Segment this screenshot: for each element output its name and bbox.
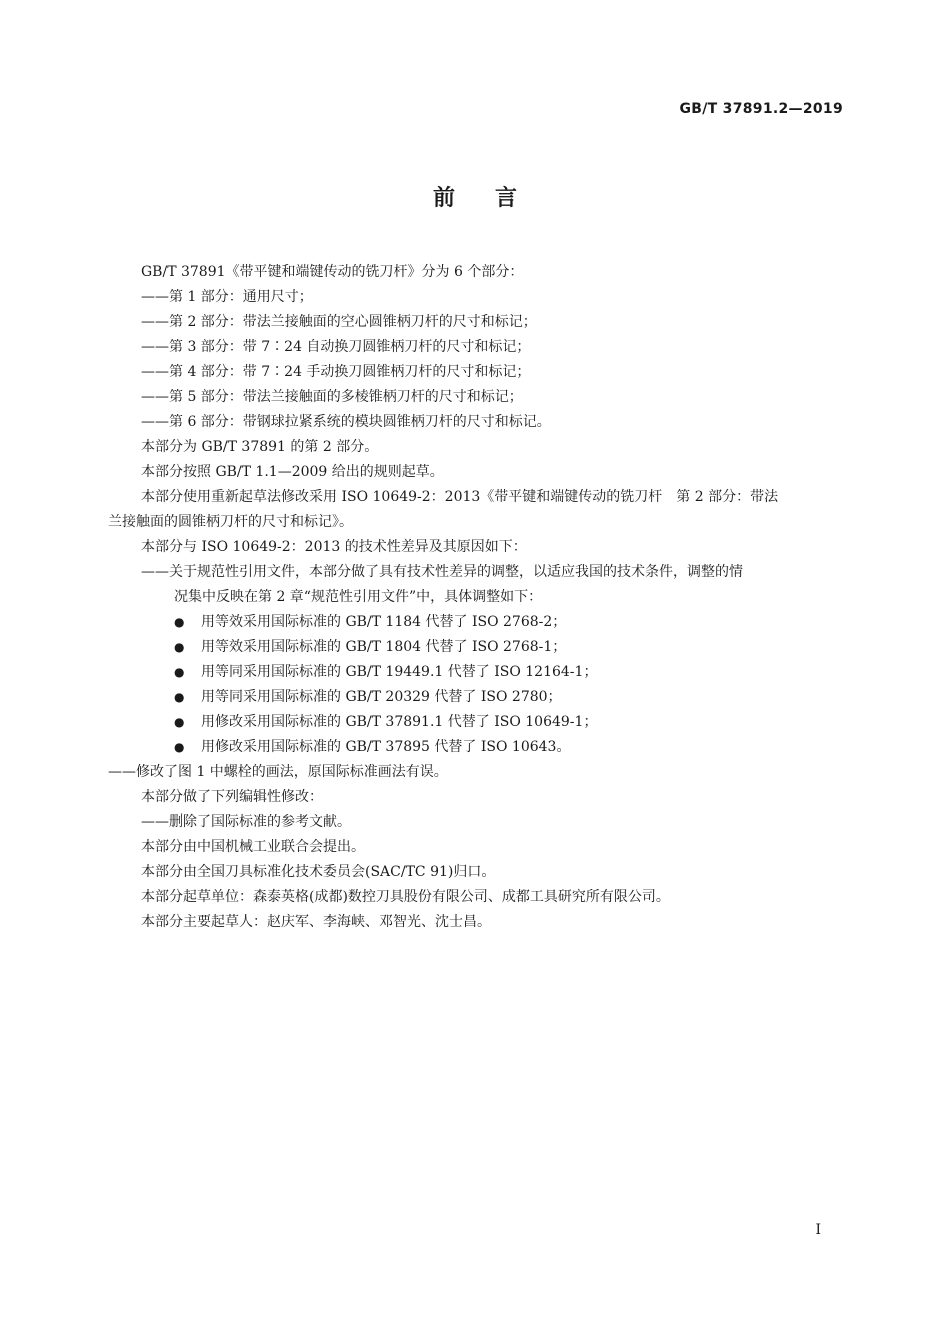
list-item: ——第 4 部分：带 7∶24 手动换刀圆锥柄刀杆的尺寸和标记； bbox=[141, 364, 531, 380]
paragraph: 本部分使用重新起草法修改采用 ISO 10649-2：2013《带平键和端键传动的铣刀杆 第 2 部分：带法 bbox=[141, 489, 779, 505]
bullet-icon: ● bbox=[174, 715, 185, 729]
list-item: ——删除了国际标准的参考文献。 bbox=[141, 814, 351, 830]
bullet-text: 用等同采用国际标准的 GB/T 19449.1 代替了 ISO 12164-1； bbox=[201, 664, 598, 680]
bullet-text: 用修改采用国际标准的 GB/T 37895 代替了 ISO 10643。 bbox=[201, 739, 571, 755]
bullet-item bbox=[108, 635, 844, 660]
paragraph: 本部分按照 GB/T 1.1—2009 给出的规则起草。 bbox=[141, 464, 444, 480]
list-item: ——第 2 部分：带法兰接触面的空心圆锥柄刀杆的尺寸和标记； bbox=[141, 314, 537, 330]
list-item: ——关于规范性引用文件，本部分做了具有技术性差异的调整，以适应我国的技术条件，调整的情 bbox=[141, 564, 743, 580]
bullet-item bbox=[108, 710, 844, 735]
list-item: ——第 6 部分：带钢球拉紧系统的模块圆锥柄刀杆的尺寸和标记。 bbox=[141, 414, 551, 430]
paragraph: 本部分为 GB/T 37891 的第 2 部分。 bbox=[141, 439, 379, 455]
bullet-icon: ● bbox=[174, 640, 185, 654]
page-number: I bbox=[815, 1222, 821, 1238]
bullet-item bbox=[108, 660, 844, 685]
list-item: ——第 3 部分：带 7∶24 自动换刀圆锥柄刀杆的尺寸和标记； bbox=[141, 339, 531, 355]
list-item: ——修改了图 1 中螺栓的画法，原国际标准画法有误。 bbox=[108, 764, 448, 780]
paragraph: 本部分由中国机械工业联合会提出。 bbox=[141, 839, 365, 855]
bullet-text: 用等效采用国际标准的 GB/T 1804 代替了 ISO 2768-1； bbox=[201, 639, 567, 655]
paragraph: 本部分做了下列编辑性修改： bbox=[141, 789, 323, 805]
bullet-item bbox=[108, 685, 844, 710]
paragraph: 本部分与 ISO 10649-2：2013 的技术性差异及其原因如下： bbox=[141, 539, 527, 555]
paragraph-continuation: 兰接触面的圆锥柄刀杆的尺寸和标记》。 bbox=[108, 514, 353, 530]
paragraph: 本部分由全国刀具标准化技术委员会(SAC/TC 91)归口。 bbox=[141, 864, 496, 880]
standard-number: GB/T 37891.2—2019 bbox=[679, 101, 843, 117]
bullet-icon: ● bbox=[174, 615, 185, 629]
list-item: ——第 5 部分：带法兰接触面的多棱锥柄刀杆的尺寸和标记； bbox=[141, 389, 523, 405]
bullet-item bbox=[108, 735, 844, 760]
page-title: 前言 bbox=[432, 186, 557, 211]
foreword-body bbox=[108, 260, 844, 935]
bullet-icon: ● bbox=[174, 740, 185, 754]
list-item: ——第 1 部分：通用尺寸； bbox=[141, 289, 313, 305]
bullet-text: 用等效采用国际标准的 GB/T 1184 代替了 ISO 2768-2； bbox=[201, 614, 567, 630]
paragraph: 本部分主要起草人：赵庆军、李海峡、邓智光、沈士昌。 bbox=[141, 914, 491, 930]
paragraph: 本部分起草单位：森泰英格(成都)数控刀具股份有限公司、成都工具研究所有限公司。 bbox=[141, 889, 670, 905]
bullet-icon: ● bbox=[174, 690, 185, 704]
list-item-continuation: 况集中反映在第 2 章“规范性引用文件”中，具体调整如下： bbox=[174, 589, 543, 605]
bullet-item bbox=[108, 610, 844, 635]
bullet-text: 用修改采用国际标准的 GB/T 37891.1 代替了 ISO 10649-1； bbox=[201, 714, 598, 730]
bullet-text: 用等同采用国际标准的 GB/T 20329 代替了 ISO 2780； bbox=[201, 689, 562, 705]
paragraph: GB/T 37891《带平键和端键传动的铣刀杆》分为 6 个部分： bbox=[141, 264, 524, 280]
bullet-icon: ● bbox=[174, 665, 185, 679]
